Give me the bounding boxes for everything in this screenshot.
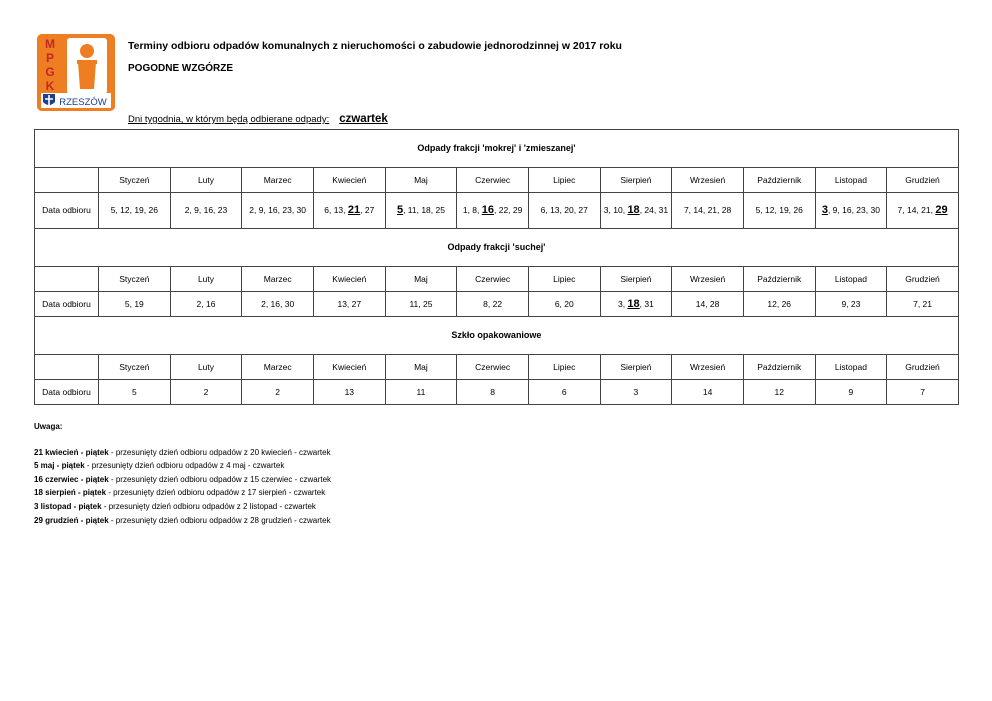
date-text: 3 [633,386,639,397]
coat-of-arms-icon [43,94,55,105]
date-cell [99,380,171,405]
date-text: 5, 19 [124,298,144,309]
page-title: Terminy odbioru odpadów komunalnych z nieruchomości o zabudowie jednorodzinnej w 2017 roku [128,40,622,52]
date-text: , 22, 29 [494,205,523,215]
dates-row [35,380,959,405]
note-date: 16 czerwiec - piątek [34,474,109,484]
month-header: Listopad [815,168,887,193]
date-text: 7, 14, 21, 28 [683,205,732,215]
note-item [34,486,331,500]
date-cell [170,292,242,317]
month-header: Październik [743,355,815,380]
date-cell [99,193,171,229]
date-text: , 24, 31 [639,205,669,215]
date-cell [99,292,171,317]
shifted-date: 18 [627,297,640,310]
date-cell [242,193,314,229]
month-header: Marzec [242,355,314,380]
note-date: 29 grudzień - piątek [34,515,109,525]
note-text: - przesunięty dzień odbioru odpadów z 4 maj - czwartek [84,461,285,471]
month-header: Lipiec [528,355,600,380]
date-cell [528,193,600,229]
date-text: 13, 27 [337,298,362,309]
date-text: 5, 12, 19, 26 [110,205,158,215]
month-header: Listopad [815,355,887,380]
note-date: 18 sierpień - piątek [34,488,107,498]
month-header: Marzec [242,168,314,193]
month-header: Kwiecień [313,355,385,380]
date-text: , 9, 16, 23, 30 [827,205,880,215]
date-text: 9 [848,386,854,397]
month-header-row [35,355,959,380]
note-date: 3 listopad - piątek [34,501,102,511]
note-item [34,459,331,473]
month-header: Luty [170,168,242,193]
month-header: Grudzień [887,168,959,193]
logo-city: RZESZÓW [59,97,107,108]
date-cell [528,380,600,405]
month-header: Czerwiec [457,355,529,380]
date-text: 2 [203,386,209,397]
month-header: Maj [385,168,457,193]
mpgk-logo [37,34,115,111]
month-header: Czerwiec [457,168,529,193]
date-text: , 27 [360,205,375,215]
notes-heading: Uwaga: [34,422,63,431]
blank-cell [35,168,99,193]
date-text: 2, 16, 30 [261,298,295,309]
date-text: 11, 25 [409,298,433,309]
month-header: Sierpień [600,355,672,380]
date-cell [672,292,744,317]
date-cell [170,193,242,229]
collection-day-value: czwartek [339,113,388,125]
date-cell [887,292,959,317]
date-text: 13 [344,386,355,397]
bin-icon [67,38,107,94]
month-header: Styczeń [99,168,171,193]
month-header-row [35,168,959,193]
date-text: 5 [131,386,137,397]
date-cell [887,380,959,405]
month-header: Październik [743,168,815,193]
date-text: 12, 26 [767,298,792,309]
section-title-row [35,317,959,355]
date-text: 14, 28 [695,298,720,309]
date-text: 9, 23 [841,298,861,309]
blank-cell [35,355,99,380]
date-text: 2 [275,386,280,397]
date-cell [170,380,242,405]
date-cell [672,193,744,229]
month-header: Luty [170,355,242,380]
date-cell [242,380,314,405]
month-header: Grudzień [887,355,959,380]
collection-day-line [128,113,388,125]
date-cell [815,193,887,229]
date-cell [457,193,529,229]
month-header: Styczeń [99,355,171,380]
dates-row [35,193,959,229]
logo-letter: K [45,79,55,93]
date-cell [385,292,457,317]
date-text: 6, 20 [554,298,574,309]
note-text: - przesunięty dzień odbioru odpadów z 15 czerwiec - czwartek [108,474,332,484]
row-label: Data odbioru [35,193,99,229]
date-text: 8 [490,386,495,397]
month-header: Czerwiec [457,267,529,292]
note-text: - przesunięty dzień odbioru odpadów z 20 kwiecień - czwartek [108,447,331,457]
date-cell [385,380,457,405]
section-title-row [35,130,959,168]
row-label: Data odbioru [35,292,99,317]
month-header: Wrzesień [672,267,744,292]
month-header: Kwiecień [313,267,385,292]
shifted-date: 18 [627,204,640,216]
section-title: Odpady frakcji 'suchej' [35,229,959,267]
date-text: 12 [774,386,784,397]
month-header: Maj [385,267,457,292]
note-item [34,514,331,528]
date-cell [600,193,672,229]
collection-day-label: Dni tygodnia, w którym będą odbierane odpady: [128,114,330,125]
logo-letter: M [45,37,55,51]
month-header: Sierpień [600,168,672,193]
note-text: - przesunięty dzień odbioru odpadów z 17 sierpień - czwartek [106,488,326,498]
date-text: 2, 16 [196,298,216,309]
shifted-date: 16 [481,204,494,216]
note-item [34,500,331,514]
date-text: 6 [561,386,567,397]
date-cell [313,380,385,405]
dates-row [35,292,959,317]
date-text: 7 [920,386,925,397]
date-text: 2, 9, 16, 23, 30 [249,205,306,215]
date-cell [457,292,529,317]
date-cell [887,193,959,229]
month-header: Maj [385,355,457,380]
date-cell [528,292,600,317]
logo-letter: P [45,51,55,65]
date-text: 5, 12, 19, 26 [755,205,803,215]
row-label: Data odbioru [35,380,99,405]
month-header: Kwiecień [313,168,385,193]
date-text: , 31 [639,298,654,309]
date-cell [743,380,815,405]
shifted-date: 5 [396,204,404,216]
note-text: - przesunięty dzień odbioru odpadów z 28 grudzień - czwartek [108,515,331,525]
section-title: Szkło opakowaniowe [35,317,959,355]
logo-letter: G [45,65,55,79]
shifted-date: 29 [935,204,948,216]
date-text: 14 [702,386,713,397]
shifted-date: 3 [821,204,828,216]
date-text: 3, 10, [603,205,628,215]
month-header: Wrzesień [672,355,744,380]
date-cell [815,292,887,317]
date-text: , 11, 18, 25 [403,205,445,215]
section-title-row [35,229,959,267]
date-cell [815,380,887,405]
schedule-table [34,129,959,405]
month-header: Lipiec [528,267,600,292]
date-text: 1, 8, [462,205,482,215]
month-header: Sierpień [600,267,672,292]
notes-list [34,446,331,528]
date-text: 3, [617,298,628,309]
date-cell [743,193,815,229]
month-header: Wrzesień [672,168,744,193]
date-text: 11 [416,386,426,397]
area-name: POGODNE WZGÓRZE [128,63,233,74]
section-title: Odpady frakcji 'mokrej' i 'zmieszanej' [35,130,959,168]
date-text: 6, 13, [324,205,348,215]
date-cell [672,380,744,405]
date-text: 7, 14, 21, [897,205,936,215]
note-date: 21 kwiecień - piątek [34,447,109,457]
date-cell [457,380,529,405]
month-header: Marzec [242,267,314,292]
date-cell [600,380,672,405]
date-cell [313,193,385,229]
month-header-row [35,267,959,292]
notes [34,420,331,527]
date-text: 8, 22 [483,298,503,309]
shifted-date: 21 [347,204,361,216]
date-cell [743,292,815,317]
note-date: 5 maj - piątek [34,461,85,471]
note-item [34,473,331,487]
month-header: Styczeń [99,267,171,292]
date-text: 2, 9, 16, 23 [184,205,228,215]
date-text: 6, 13, 20, 27 [540,205,588,215]
date-cell [313,292,385,317]
date-text: 7, 21 [913,298,932,309]
month-header: Listopad [815,267,887,292]
blank-cell [35,267,99,292]
date-cell [385,193,457,229]
month-header: Październik [743,267,815,292]
month-header: Grudzień [887,267,959,292]
date-cell [600,292,672,317]
month-header: Lipiec [528,168,600,193]
month-header: Luty [170,267,242,292]
note-text: - przesunięty dzień odbioru odpadów z 2 listopad - czwartek [101,501,316,511]
date-cell [242,292,314,317]
note-item [34,446,331,460]
